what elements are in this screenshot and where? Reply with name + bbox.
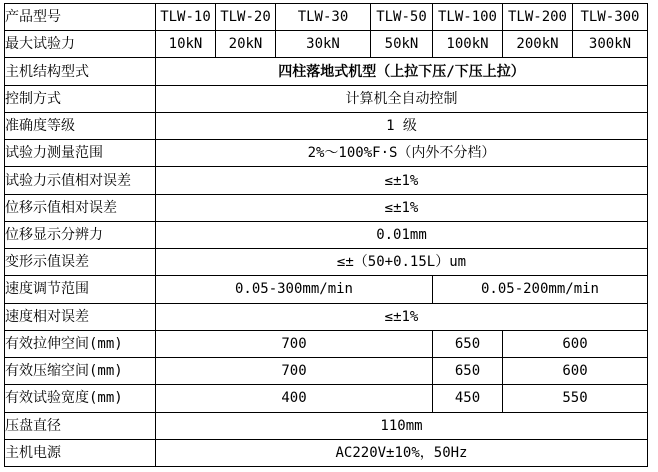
spec-value-cell: AC220V±10%，50Hz xyxy=(156,439,648,466)
row-label: 最大试验力 xyxy=(5,31,156,58)
spec-value-cell: 1 级 xyxy=(156,112,648,139)
row-label: 准确度等级 xyxy=(5,112,156,139)
spec-value-cell: 600 xyxy=(503,330,648,357)
spec-row xyxy=(5,167,648,194)
row-label: 有效压缩空间(mm) xyxy=(5,358,156,385)
spec-value-cell: 110mm xyxy=(156,412,648,439)
spec-row xyxy=(5,221,648,248)
spec-value-cell: 30kN xyxy=(276,31,371,58)
spec-row xyxy=(5,358,648,385)
spec-row xyxy=(5,31,648,58)
spec-row xyxy=(5,439,648,466)
spec-row xyxy=(5,112,648,139)
spec-row xyxy=(5,276,648,303)
spec-value-cell: TLW-50 xyxy=(371,4,433,31)
spec-value-cell: TLW-30 xyxy=(276,4,371,31)
spec-value-cell: 50kN xyxy=(371,31,433,58)
spec-value-cell: 450 xyxy=(433,385,503,412)
spec-value-cell: 300kN xyxy=(573,31,648,58)
spec-row xyxy=(5,249,648,276)
row-label: 有效试验宽度(mm) xyxy=(5,385,156,412)
row-label: 主机结构型式 xyxy=(5,58,156,85)
row-label: 位移示值相对误差 xyxy=(5,194,156,221)
spec-value-cell: 100kN xyxy=(433,31,503,58)
row-label: 速度相对误差 xyxy=(5,303,156,330)
spec-value-cell: ≤±1% xyxy=(156,303,648,330)
spec-value-cell: TLW-10 xyxy=(156,4,216,31)
spec-value-cell: 2%～100%F·S（内外不分档） xyxy=(156,140,648,167)
spec-value-cell: 550 xyxy=(503,385,648,412)
spec-value-cell: TLW-300 xyxy=(573,4,648,31)
spec-value-cell: TLW-200 xyxy=(503,4,573,31)
spec-row xyxy=(5,303,648,330)
spec-table-container xyxy=(4,3,647,467)
spec-row xyxy=(5,4,648,31)
spec-value-cell: ≤±（50+0.15L）um xyxy=(156,249,648,276)
spec-value-cell: 600 xyxy=(503,358,648,385)
row-label: 有效拉伸空间(mm) xyxy=(5,330,156,357)
spec-value-cell: 四柱落地式机型（上拉下压/下压上拉） xyxy=(156,58,648,85)
spec-value-cell: 0.01mm xyxy=(156,221,648,248)
spec-value-cell: ≤±1% xyxy=(156,194,648,221)
row-label: 控制方式 xyxy=(5,85,156,112)
spec-value-cell: 650 xyxy=(433,358,503,385)
spec-value-cell: 650 xyxy=(433,330,503,357)
spec-value-cell: 0.05-300mm/min xyxy=(156,276,433,303)
row-label: 速度调节范围 xyxy=(5,276,156,303)
spec-value-cell: 400 xyxy=(156,385,433,412)
row-label: 变形示值误差 xyxy=(5,249,156,276)
row-label: 产品型号 xyxy=(5,4,156,31)
spec-value-cell: 计算机全自动控制 xyxy=(156,85,648,112)
row-label: 试验力示值相对误差 xyxy=(5,167,156,194)
spec-row xyxy=(5,385,648,412)
spec-row xyxy=(5,140,648,167)
spec-value-cell: 700 xyxy=(156,330,433,357)
row-label: 压盘直径 xyxy=(5,412,156,439)
row-label: 主机电源 xyxy=(5,439,156,466)
spec-value-cell: 20kN xyxy=(216,31,276,58)
spec-value-cell: 700 xyxy=(156,358,433,385)
row-label: 试验力测量范围 xyxy=(5,140,156,167)
spec-row xyxy=(5,194,648,221)
spec-row xyxy=(5,412,648,439)
spec-value-cell: 0.05-200mm/min xyxy=(433,276,648,303)
spec-value-cell: 200kN xyxy=(503,31,573,58)
row-label: 位移显示分辨力 xyxy=(5,221,156,248)
spec-value-cell: ≤±1% xyxy=(156,167,648,194)
spec-row xyxy=(5,330,648,357)
spec-value-cell: 10kN xyxy=(156,31,216,58)
spec-row xyxy=(5,58,648,85)
spec-row xyxy=(5,85,648,112)
product-spec-table xyxy=(4,3,648,467)
spec-value-cell: TLW-20 xyxy=(216,4,276,31)
spec-value-cell: TLW-100 xyxy=(433,4,503,31)
